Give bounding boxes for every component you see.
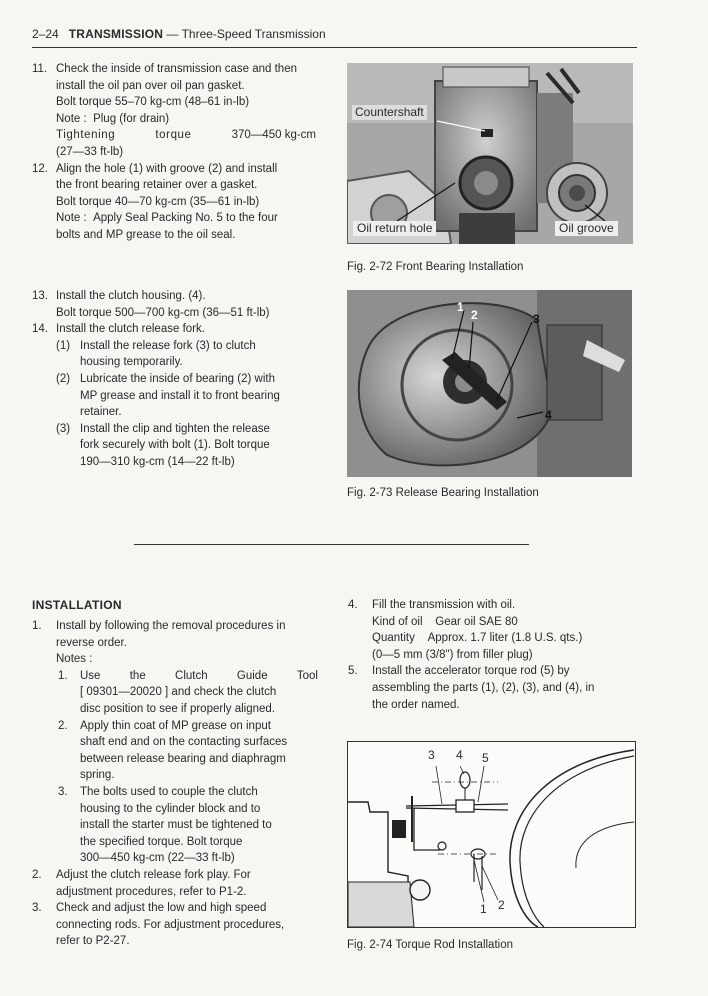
step-text: install the oil pan over oil pan gasket.: [56, 79, 245, 92]
release-bearing-photo: [347, 290, 632, 477]
text: Tightening: [56, 129, 116, 142]
note-text: disc position to see if properly aligned.: [80, 702, 275, 715]
step-text: Align the hole (1) with groove (2) and install: [56, 162, 278, 175]
oil-quantity: [372, 630, 633, 647]
note-1: [32, 668, 318, 718]
step-number: 4.: [348, 599, 358, 611]
step-12: [32, 161, 316, 244]
step-text: adjustment procedures, refer to P1-2.: [56, 885, 247, 898]
torque-rod-drawing: [348, 742, 635, 927]
tightening-torque: [56, 127, 316, 144]
front-bearing-illustration: [347, 63, 633, 244]
step-text: Install the clutch release fork.: [56, 323, 205, 336]
callout-2: 2: [498, 898, 505, 912]
countershaft-label: Countershaft: [352, 105, 427, 120]
step-number: 14.: [32, 323, 48, 336]
note-number: 1.: [58, 669, 68, 682]
step-text: reverse order.: [56, 636, 127, 649]
bolt-torque: Bolt torque 500—700 kg-cm (36—51 ft-lb): [56, 306, 270, 319]
step-number: 5.: [348, 665, 358, 678]
note-label: Note :: [56, 112, 87, 125]
step-text: (27—33 ft-lb): [56, 145, 124, 158]
text: Clutch: [175, 669, 208, 682]
section-subtitle: — Three-Speed Transmission: [166, 27, 326, 41]
note-text: [ 09301—20020 ] and check the clutch: [80, 686, 277, 699]
step-text: (0—5 mm (3/8") from filler plug): [372, 648, 533, 661]
step-text: Install the accelerator torque rod (5) by: [372, 665, 570, 678]
step-text: the order named.: [372, 698, 460, 711]
front-bearing-photo: [347, 63, 633, 244]
release-bearing-illustration: [347, 290, 632, 477]
oil-kind: [372, 614, 633, 631]
bolt-torque: Bolt torque 40—70 kg-cm (35—61 in-lb): [56, 195, 260, 208]
callout-4: 4: [456, 748, 463, 762]
note-text: between release bearing and diaphragm: [80, 752, 286, 765]
substep-text: Lubricate the inside of bearing (2) with: [80, 372, 275, 385]
substep-number: (2): [56, 372, 71, 385]
note-text: the specified torque. Bolt torque: [80, 835, 243, 848]
step-text: refer to P2-27.: [56, 935, 130, 948]
oil-groove-label: Oil groove: [555, 221, 618, 236]
install-step-5: [348, 663, 633, 713]
step-number: 2.: [32, 868, 42, 881]
step-text: bolts and MP grease to the oil seal.: [56, 228, 236, 241]
callout-1: 1: [457, 300, 464, 314]
substep-text: retainer.: [80, 406, 122, 419]
steps-13-14: [32, 288, 316, 471]
note-number: 2.: [58, 719, 68, 732]
step-text: connecting rods. For adjustment procedures,: [56, 918, 285, 931]
callout-1: 1: [480, 902, 487, 916]
substep-number: (1): [56, 339, 71, 352]
note-label: Note :: [56, 212, 87, 225]
spec-key: Kind of oil: [372, 615, 423, 628]
step-number: 3.: [32, 902, 42, 915]
install-step-1: [32, 618, 318, 668]
text: 370—450 kg-cm: [231, 129, 316, 142]
substep-text: [80, 338, 316, 355]
note-text: housing to the cylinder block and to: [80, 802, 261, 815]
spec-key: Quantity: [372, 632, 415, 645]
substep-text: 190—310 kg-cm (14—22 ft-lb): [80, 455, 235, 468]
fig-2-73-caption: Fig. 2-73 Release Bearing Installation: [347, 487, 539, 499]
substep-text: MP grease and install it to front bearing: [80, 389, 280, 402]
page-number: 2–24: [32, 27, 59, 41]
oil-return-hole-label: Oil return hole: [353, 221, 436, 236]
installation-left-column: [32, 618, 318, 950]
note-text: shaft end and on the contacting surfaces: [80, 736, 288, 749]
substep-3: [32, 421, 316, 471]
text: Tool: [296, 669, 318, 682]
substep-1: [32, 338, 316, 371]
substep-2: [32, 371, 316, 421]
step-text: Install by following the removal procedures in: [56, 620, 286, 632]
step-number: 11.: [32, 63, 48, 75]
spec-value: Approx. 1.7 liter (1.8 U.S. qts.): [427, 632, 583, 645]
header-rule: [32, 47, 637, 48]
step-text: Adjust the clutch release fork play. For: [56, 868, 251, 881]
step-text: Check and adjust the low and high speed: [56, 902, 267, 915]
install-step-3: [32, 900, 318, 950]
note-text: Plug (for drain): [93, 112, 170, 125]
text: Use: [80, 669, 101, 682]
step-number: 12.: [32, 162, 48, 175]
step-text: Install the clutch housing. (4).: [56, 290, 206, 302]
step-text: assembling the parts (1), (2), (3), and (4), in: [372, 681, 595, 694]
substep-text: Install the clip and tighten the release: [80, 422, 270, 435]
note: [56, 111, 316, 128]
substep-number: (3): [56, 422, 71, 435]
installation-heading: INSTALLATION: [32, 598, 122, 612]
step-text: Fill the transmission with oil.: [372, 599, 516, 611]
section-divider: [134, 544, 529, 545]
torque-rod-diagram: [347, 741, 636, 928]
callout-5: 5: [482, 751, 489, 765]
note-text: [80, 668, 318, 685]
text: torque: [155, 129, 192, 142]
fig-2-72-caption: Fig. 2-72 Front Bearing Installation: [347, 261, 524, 273]
note-text: 300—450 kg-cm (22—33 ft-lb): [80, 852, 235, 865]
bolt-torque: Bolt torque 55–70 kg-cm (48–61 in-lb): [56, 96, 250, 109]
text: the: [129, 669, 146, 682]
step-text: the front bearing retainer over a gasket.: [56, 179, 258, 192]
note-text: The bolts used to couple the clutch: [80, 785, 258, 798]
steps-11-12: [32, 61, 316, 244]
notes-label: Notes :: [56, 653, 93, 666]
callout-3: 3: [428, 748, 435, 762]
note-text: install the starter must be tightened to: [80, 819, 272, 832]
install-step-4: [348, 597, 633, 663]
step-14: [32, 321, 316, 338]
text: Install the release fork (3) to clutch: [80, 339, 256, 352]
step-11: [32, 61, 316, 161]
section-title: TRANSMISSION: [68, 27, 164, 41]
step-number: 13.: [32, 290, 48, 302]
note: [56, 210, 316, 227]
callout-2: 2: [471, 308, 478, 322]
fig-2-74-caption: Fig. 2-74 Torque Rod Installation: [347, 939, 513, 951]
page-header: [32, 26, 326, 43]
note-number: 3.: [58, 785, 68, 798]
step-13: [32, 288, 316, 321]
installation-right-column: [348, 597, 633, 713]
note-3: [32, 784, 318, 867]
substep-text: housing temporarily.: [80, 356, 183, 369]
step-number: 1.: [32, 620, 42, 632]
substep-text: fork securely with bolt (1). Bolt torque: [80, 439, 270, 452]
install-step-2: [32, 867, 318, 900]
note-2: [32, 718, 318, 784]
callout-3: 3: [533, 312, 540, 326]
callout-4: 4: [545, 408, 552, 422]
text: Guide: [236, 669, 268, 682]
note-text: spring.: [80, 769, 115, 782]
note-text: Apply thin coat of MP grease on input: [80, 719, 271, 732]
spec-value: Gear oil SAE 80: [435, 615, 518, 628]
note-text: Apply Seal Packing No. 5 to the four: [93, 212, 278, 225]
step-text: Check the inside of transmission case and then: [56, 63, 297, 75]
